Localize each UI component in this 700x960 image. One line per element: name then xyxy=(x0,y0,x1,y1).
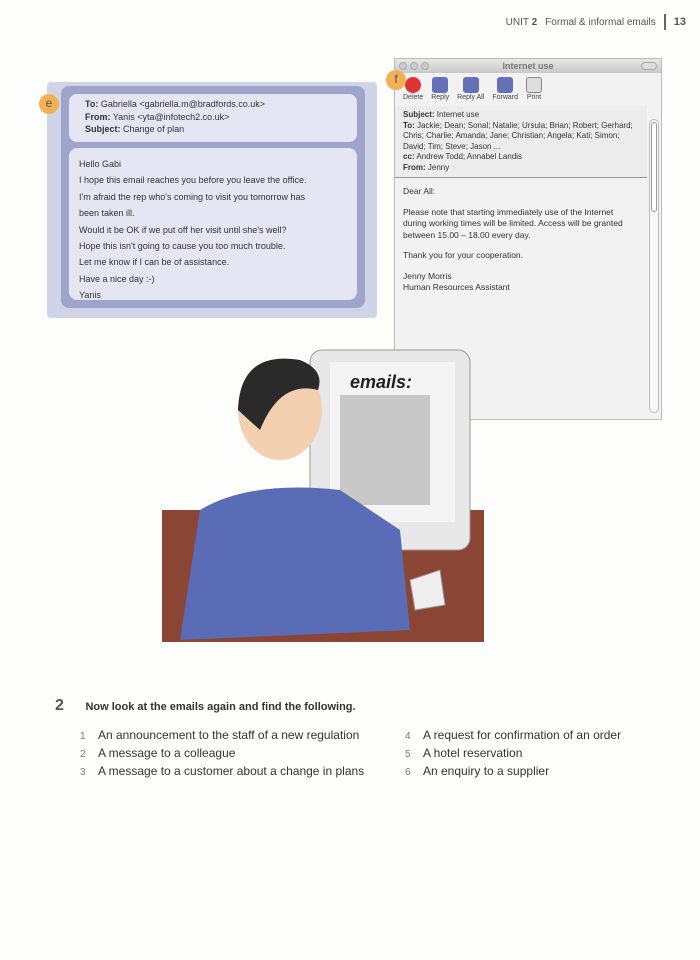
exercise-heading xyxy=(55,697,356,715)
exercise-instruction: Now look at the emails again and find the following. xyxy=(85,701,356,713)
list-item: 1 An announcement to the staff of a new regulation xyxy=(80,728,360,742)
list-item: 5 A hotel reservation xyxy=(405,746,523,760)
exercise-items xyxy=(80,728,665,778)
divider xyxy=(664,14,666,30)
email-f-header: Subject: Internet use To: Jackie; Dean; Sonal; Natalie; Ursula; Brian; Robert; Gerhard; Chris; Charlie; Amanda; Jane; Christian; Angela; Kati; Simon; David; Tim; Steve; Jason ... cc: Andrew Todd; Annabel Landis From: Jenny xyxy=(395,106,647,178)
email-f-body: Dear All: Please note that starting immediately use of the Internet during working times will be limited. Access will be granted between 15.00 – 18.00 every day. Thank you for your cooperation. Jenny Morris Human Resources Assistant xyxy=(403,186,623,292)
reply-button[interactable]: Reply xyxy=(431,77,449,101)
forward-button[interactable]: Forward xyxy=(492,77,518,101)
reply-icon xyxy=(432,77,448,93)
scrollbar[interactable] xyxy=(649,119,659,413)
page-number: 13 xyxy=(673,16,686,28)
delete-icon xyxy=(405,77,421,93)
window-controls[interactable] xyxy=(399,62,429,70)
toolbar-toggle[interactable] xyxy=(641,62,657,70)
print-button[interactable]: Print xyxy=(526,77,542,101)
list-item: 6 An enquiry to a supplier xyxy=(405,764,550,778)
newspaper-on-screen xyxy=(340,395,430,505)
delete-button[interactable]: Delete xyxy=(403,77,423,101)
badge-e: e xyxy=(39,94,59,114)
section-title: Formal & informal emails xyxy=(545,16,656,28)
reply-all-icon xyxy=(463,77,479,93)
list-item: 3 A message to a customer about a change in plans xyxy=(80,764,365,778)
reply-all-button[interactable]: Reply All xyxy=(457,77,484,101)
list-item: 2 A message to a colleague xyxy=(80,746,236,760)
email-e-header: To: Gabriella <gabriella.m@bradfords.co.uk> From: Yanis <yta@infotech2.co.uk> Subject: Change of plan xyxy=(69,94,357,142)
window-titlebar: Internet use xyxy=(395,59,661,73)
list-item: 4 A request for confirmation of an order xyxy=(405,728,622,742)
scroll-thumb[interactable] xyxy=(651,122,657,212)
forward-icon xyxy=(497,77,513,93)
mail-toolbar xyxy=(395,73,661,103)
page-header xyxy=(506,14,686,30)
print-icon xyxy=(526,77,542,93)
badge-f: f xyxy=(386,70,406,90)
email-e xyxy=(47,82,377,318)
unit-label: UNIT 2 xyxy=(505,16,538,28)
exercise-number: 2 xyxy=(55,697,64,714)
email-e-body: Hello Gabi I hope this email reaches you before you leave the office. I'm afraid the rep who's coming to visit you tomorrow has been taken ill. Would it be OK if we put off her visit until she's well? Hope this isn't going to cause you too much trouble. Let me know if I can be of assistance. Have a nice day :-) Yanis xyxy=(69,148,357,300)
man-at-computer-illustration xyxy=(150,330,490,650)
screen-text: emails: xyxy=(350,372,413,392)
